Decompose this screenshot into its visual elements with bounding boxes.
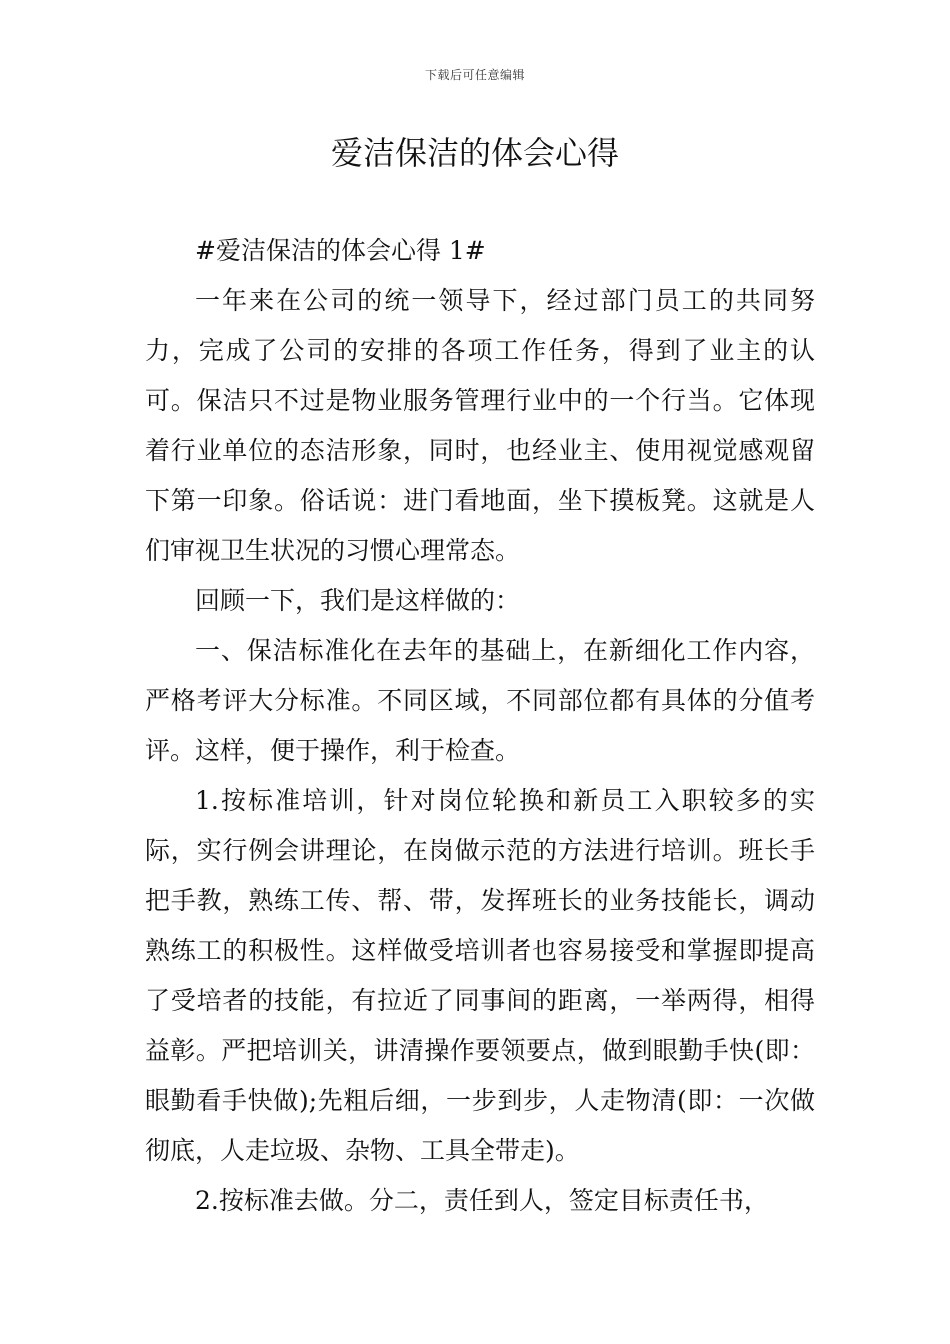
paragraph: 一年来在公司的统一领导下，经过部门员工的共同努力，完成了公司的安排的各项工作任务，得到了业主的认可。保洁只不过是物业服务管理行业中的一个行当。它体现着行业单位的态洁形象，同时，也经业主、使用视觉感观留下第一印象。俗话说：进门看地面，坐下摸板凳。这就是人们审视卫生状况的习惯心理常态。 bbox=[145, 286, 815, 565]
document-body bbox=[145, 226, 815, 1226]
section-heading: #爱洁保洁的体会心得 1# bbox=[195, 236, 486, 265]
paragraph: 回顾一下，我们是这样做的： bbox=[195, 586, 521, 615]
document-title: 爱洁保洁的体会心得 bbox=[330, 134, 619, 172]
header-note: 下载后可任意编辑 bbox=[424, 68, 525, 82]
paragraph: 2.按标准去做。分二，责任到人，签定目标责任书， bbox=[195, 1186, 769, 1215]
paragraph: 一、保洁标准化在去年的基础上，在新细化工作内容，严格考评大分标准。不同区域，不同部位都有具体的分值考评。这样，便于操作，利于检查。 bbox=[145, 636, 815, 765]
paragraph: 1.按标准培训，针对岗位轮换和新员工入职较多的实际，实行例会讲理论，在岗做示范的方法进行培训。班长手把手教，熟练工传、帮、带，发挥班长的业务技能长，调动熟练工的积极性。这样做受培训者也容易接受和掌握即提高了受培者的技能，有拉近了同事间的距离，一举两得，相得益彰。严把培训关，讲清操作要领要点，做到眼勤手快(即：眼勤看手快做);先粗后细，一步到步，人走物清(即：一次做彻底，人走垃圾、杂物、工具全带走)。 bbox=[145, 786, 815, 1165]
